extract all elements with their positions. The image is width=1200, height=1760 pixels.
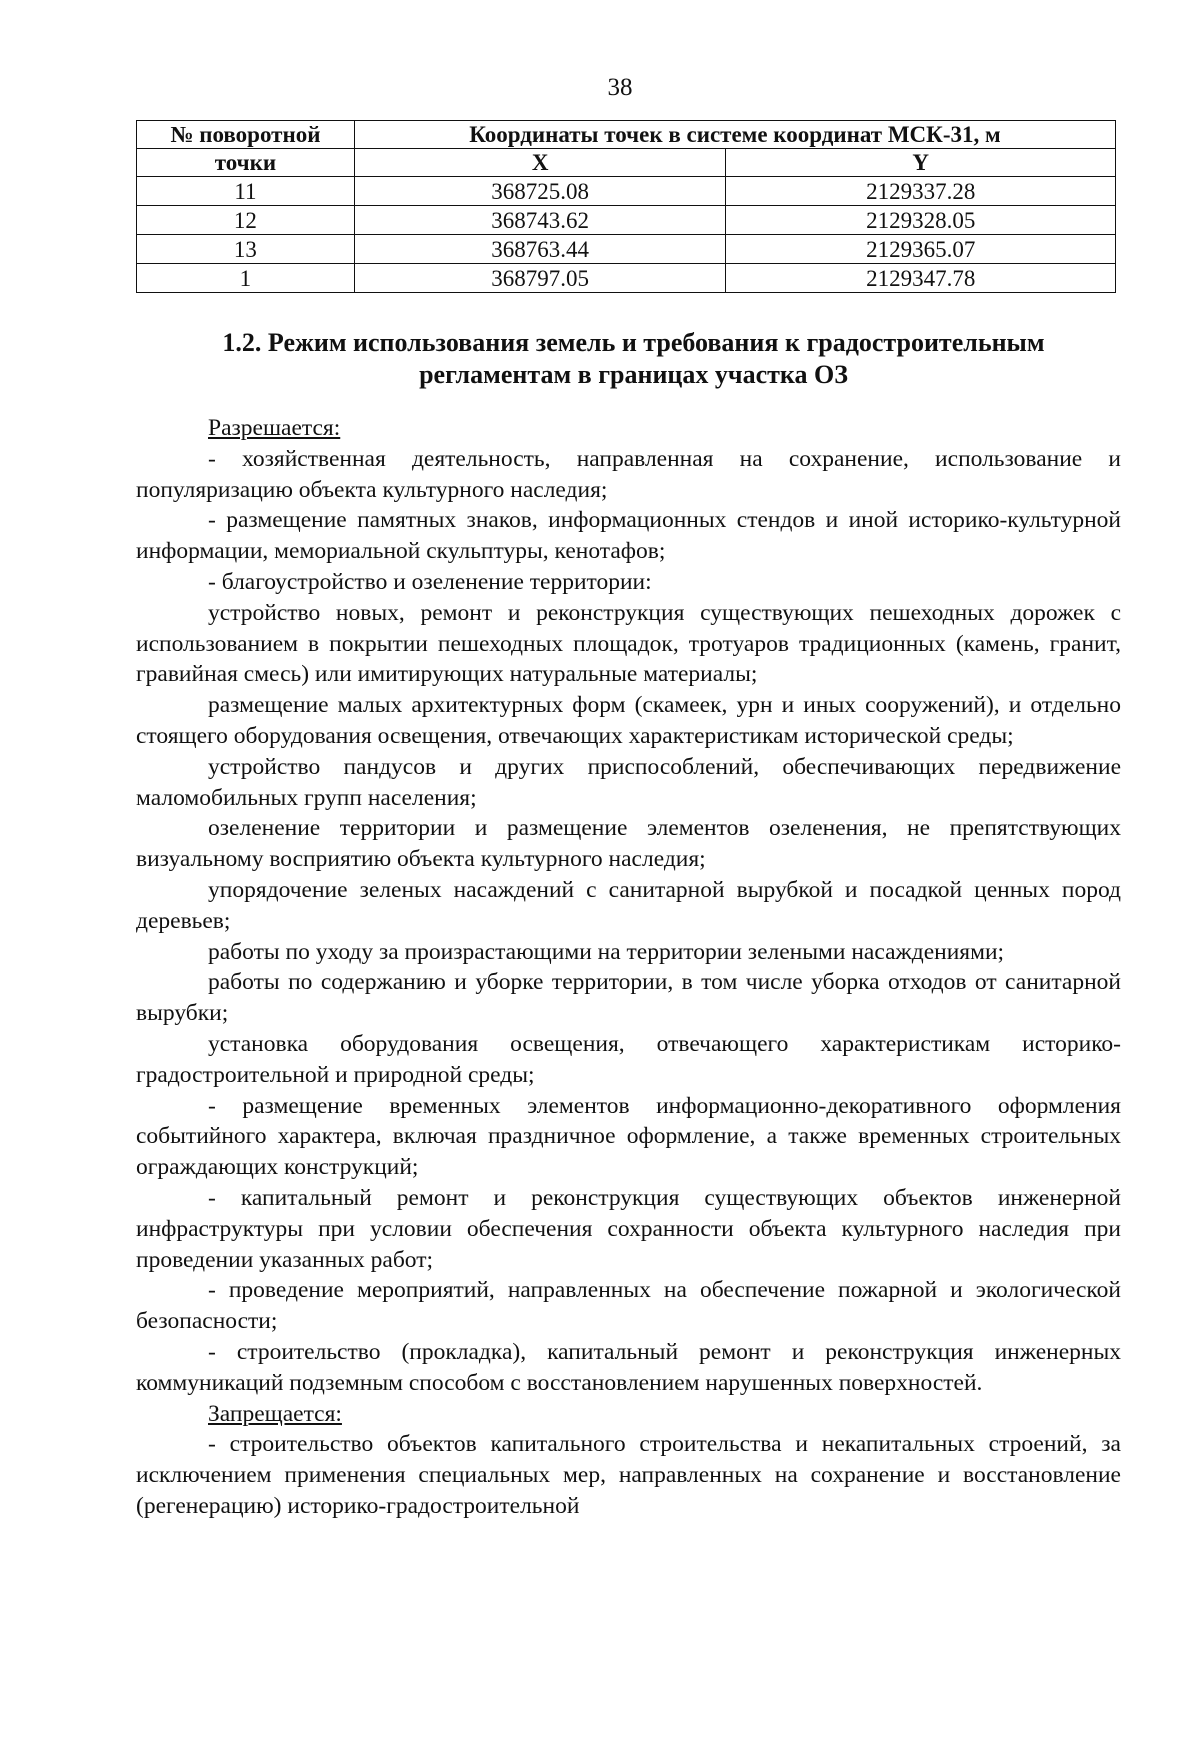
paragraph: размещение малых архитектурных форм (скамеек, урн и иных сооружений), и отдельно стоящего оборудования освещения, отвечающих характеристикам исторической среды; xyxy=(136,692,1121,749)
coordinates-table xyxy=(136,120,1116,293)
paragraph: - благоустройство и озеленение территории: xyxy=(208,568,652,595)
paragraph: работы по содержанию и уборке территории, в том числе уборка отходов от санитарной вырубки; xyxy=(136,969,1121,1027)
section-heading-line: регламентам в границах участка ОЗ xyxy=(419,360,848,389)
table-row xyxy=(137,264,1116,293)
header-y: Y xyxy=(726,149,1116,177)
cell-y: 2129347.78 xyxy=(726,264,1116,293)
paragraph: - размещение временных элементов информационно-декоративного оформления событийного характера, включая праздничное оформление, а также временных строительных ограждающих конструкций; xyxy=(136,1092,1121,1181)
header-point-bottom: точки xyxy=(137,149,355,177)
header-point-top: № поворотной xyxy=(137,121,355,149)
table-row xyxy=(137,206,1116,235)
paragraph: - строительство (прокладка), капитальный ремонт и реконструкция инженерных коммуникаций подземным способом с восстановлением нарушенных поверхностей. xyxy=(136,1338,1121,1396)
cell-point: 12 xyxy=(137,206,355,235)
paragraph: упорядочение зеленых насаждений с санитарной вырубкой и посадкой ценных пород деревьев; xyxy=(136,876,1121,934)
paragraph: озеленение территории и размещение элементов озеленения, не препятствующих визуальному восприятию объекта культурного наследия; xyxy=(136,815,1121,873)
paragraph: - хозяйственная деятельность, направленная на сохранение, использование и популяризацию объекта культурного наследия; xyxy=(136,445,1121,503)
page-number: 38 xyxy=(607,74,633,101)
paragraph: устройство новых, ремонт и реконструкция существующих пешеходных дорожек с использованием в покрытии пешеходных площадок, тротуаров традиционных (камень, гранит, гравийная смесь) или имитирующих натуральные материалы; xyxy=(136,599,1121,688)
cell-point: 13 xyxy=(137,235,355,264)
section-heading xyxy=(136,327,1131,391)
table-header-row xyxy=(137,121,1116,149)
cell-x: 368725.08 xyxy=(354,177,726,206)
paragraph: - строительство объектов капитального строительства и некапитальных строений, за исключением применения специальных мер, направленных на сохранение и восстановление (регенерацию) историко-градостроительной xyxy=(136,1431,1121,1519)
paragraph: работы по уходу за произрастающими на территории зелеными насаждениями; xyxy=(208,938,1005,965)
cell-x: 368743.62 xyxy=(354,206,726,235)
table-header-row xyxy=(137,149,1116,177)
paragraph: устройство пандусов и других приспособлений, обеспечивающих передвижение маломобильных групп населения; xyxy=(136,753,1121,811)
paragraph: - капитальный ремонт и реконструкция существующих объектов инженерной инфраструктуры при условии обеспечения сохранности объекта культурного наследия при проведении указанных работ; xyxy=(136,1184,1121,1273)
cell-y: 2129365.07 xyxy=(726,235,1116,264)
table-row xyxy=(137,177,1116,206)
body-text xyxy=(136,413,1121,1522)
cell-x: 368797.05 xyxy=(354,264,726,293)
header-x: X xyxy=(354,149,726,177)
section-heading-line: 1.2. Режим использования земель и требования к градостроительным xyxy=(222,328,1045,357)
allowed-label: Разрешается: xyxy=(208,415,341,441)
paragraph: - проведение мероприятий, направленных на обеспечение пожарной и экологической безопасности; xyxy=(136,1277,1121,1335)
cell-y: 2129328.05 xyxy=(726,206,1116,235)
table-row xyxy=(137,235,1116,264)
cell-point: 11 xyxy=(137,177,355,206)
paragraph: - размещение памятных знаков, информационных стендов и иной историко-культурной информации, мемориальной скульптуры, кенотафов; xyxy=(136,507,1121,565)
cell-y: 2129337.28 xyxy=(726,177,1116,206)
cell-point: 1 xyxy=(137,264,355,293)
prohibited-label: Запрещается: xyxy=(208,1400,342,1427)
cell-x: 368763.44 xyxy=(354,235,726,264)
header-coordinates: Координаты точек в системе координат МСК-31, м xyxy=(354,121,1115,149)
paragraph: установка оборудования освещения, отвечающего характеристикам историко-градостроительной и природной среды; xyxy=(136,1030,1121,1088)
